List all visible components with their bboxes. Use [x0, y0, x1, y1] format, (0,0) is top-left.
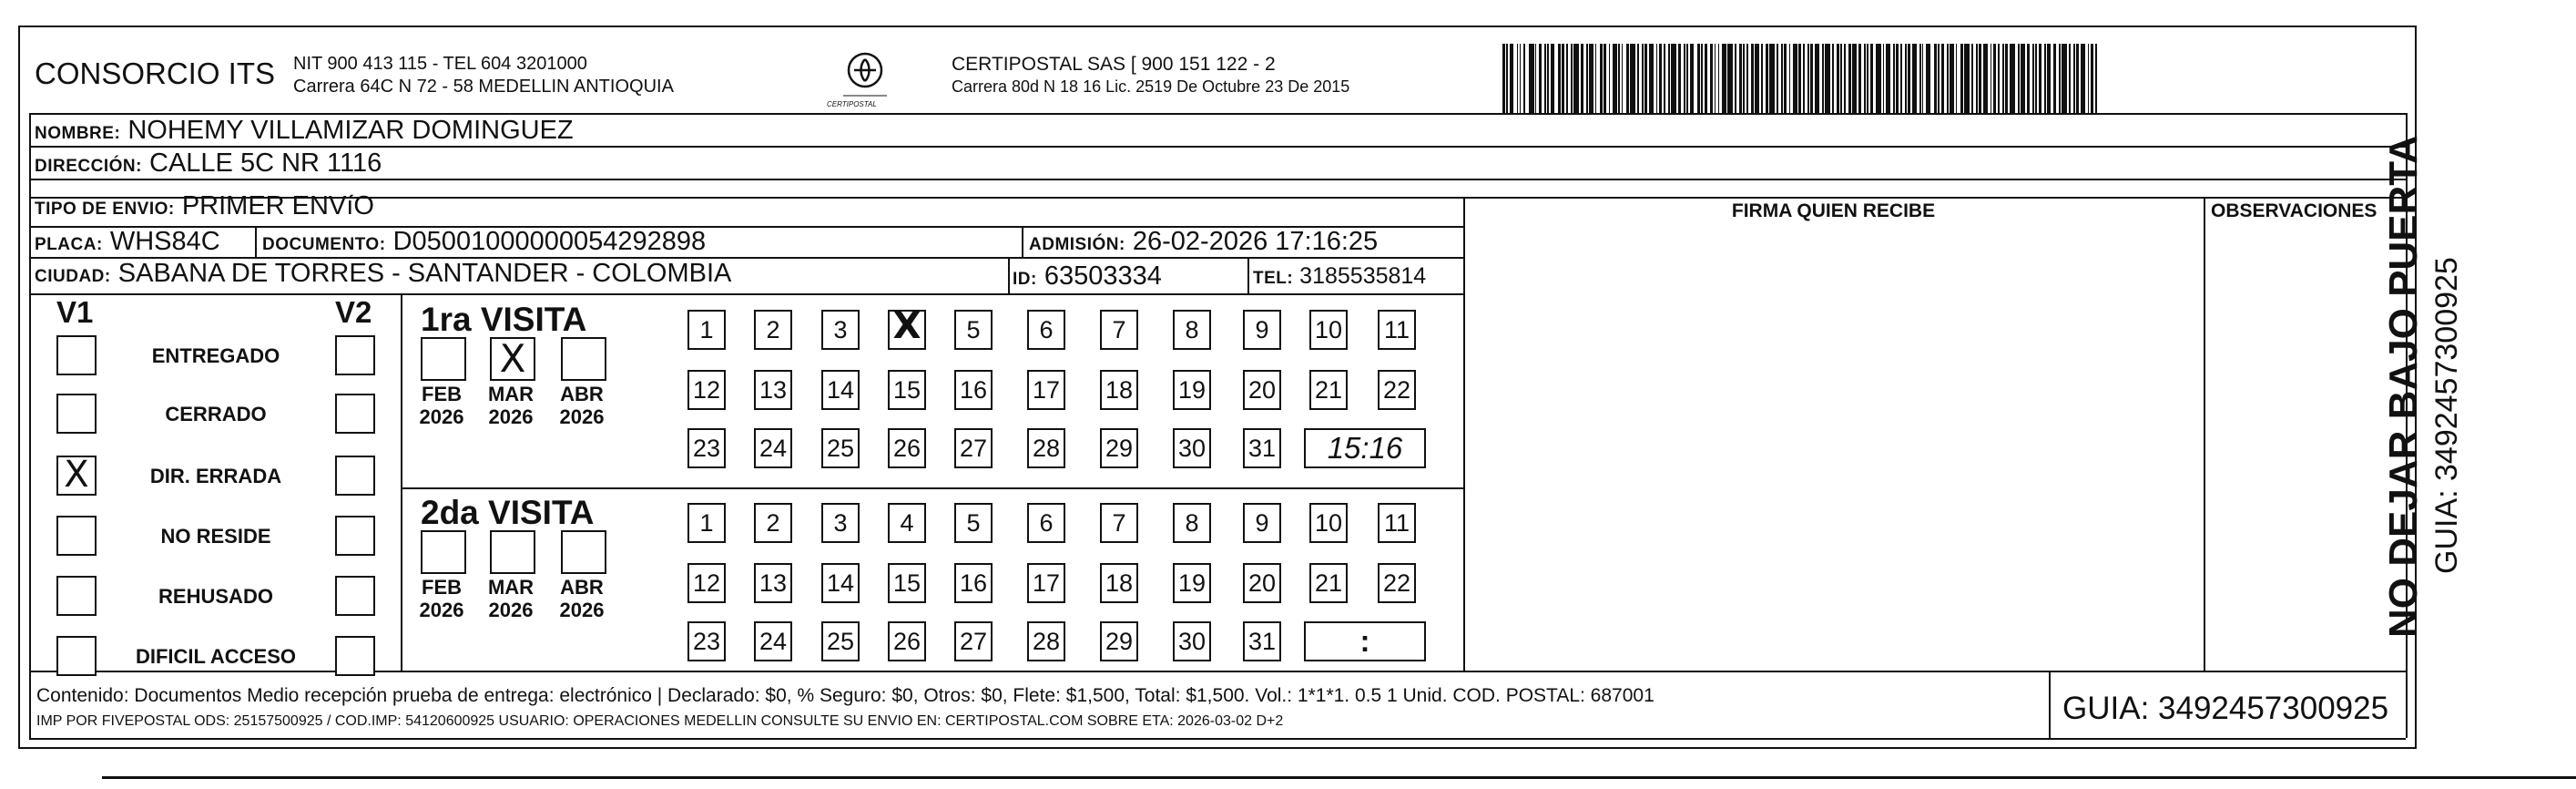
nombre-row — [35, 116, 574, 146]
side-guia: GUIA: 3492457300925 — [2429, 257, 2464, 574]
day-checkbox[interactable]: 30 — [1173, 621, 1211, 661]
second-visit-title: 2da VISITA — [421, 494, 595, 531]
day-checkbox[interactable]: 19 — [1173, 370, 1211, 410]
day-checkbox[interactable]: 19 — [1173, 563, 1211, 603]
day-checkbox[interactable]: 2 — [754, 310, 792, 350]
day-checkbox[interactable]: 24 — [754, 428, 792, 468]
status-option-label: REHUSADO — [158, 585, 273, 608]
day-checkbox[interactable]: 21 — [1309, 563, 1348, 603]
day-checkbox[interactable]: 7 — [1100, 503, 1138, 543]
time-field[interactable]: 15:16 — [1304, 428, 1426, 468]
day-checkbox[interactable]: 28 — [1027, 621, 1065, 661]
id-label: ID: — [1013, 270, 1037, 289]
month-checkbox[interactable] — [421, 530, 466, 574]
observaciones-header: OBSERVACIONES — [2211, 200, 2377, 221]
day-checkbox[interactable]: 8 — [1173, 310, 1211, 350]
company-address: Carrera 64C N 72 - 58 MEDELLIN ANTIOQUIA — [293, 77, 674, 97]
day-checkbox[interactable]: 22 — [1378, 370, 1416, 410]
day-checkbox[interactable]: 5 — [954, 310, 993, 350]
time-field[interactable]: : — [1304, 621, 1426, 661]
day-checkbox[interactable]: 9 — [1243, 503, 1281, 543]
admision-label: ADMISIÓN: — [1029, 235, 1125, 254]
month-label: MAR 2026 — [487, 383, 535, 428]
placa-value: WHS84C — [109, 227, 220, 256]
footer-guia: GUIA: 3492457300925 — [2062, 691, 2389, 726]
documento-label: DOCUMENTO: — [262, 235, 386, 254]
day-checkbox[interactable]: 29 — [1100, 428, 1138, 468]
day-checkbox[interactable]: 12 — [687, 370, 726, 410]
day-checkbox[interactable]: 12 — [687, 563, 726, 603]
first-visit-title: 1ra VISITA — [421, 301, 587, 338]
side-notice: NO DEJAR BAJO PUERTA — [2381, 135, 2426, 638]
day-checkbox[interactable]: 27 — [954, 428, 993, 468]
day-checkbox[interactable]: 23 — [687, 428, 726, 468]
v2-checkbox[interactable] — [335, 456, 375, 496]
day-checkbox[interactable] — [888, 305, 926, 350]
documento-row — [262, 227, 706, 257]
day-checkbox[interactable]: 16 — [954, 370, 993, 410]
courier-name: CERTIPOSTAL SAS [ 900 151 122 - 2 — [952, 54, 1276, 75]
day-checkbox[interactable]: 18 — [1100, 563, 1138, 603]
nombre-label: NOMBRE: — [35, 124, 121, 143]
direccion-label: DIRECCIÓN: — [35, 157, 142, 176]
day-checkbox[interactable]: 15 — [888, 563, 926, 603]
day-checkbox[interactable]: 14 — [821, 370, 860, 410]
day-checkbox[interactable]: 27 — [954, 621, 993, 661]
day-checkbox[interactable]: 17 — [1027, 370, 1065, 410]
ciudad-row — [35, 259, 731, 289]
admision-row — [1029, 227, 1378, 257]
v2-checkbox[interactable] — [335, 394, 375, 434]
day-checkbox[interactable]: 29 — [1100, 621, 1138, 661]
footer-content: Contenido: Documentos Medio recepción prueba de entrega: electrónico | Declarado: $0, % Seguro: $0, Otros: $0, Flete: $1,500, Total: $1,500. Vol.: 1*1*1. 0.5 1 Unid. COD. POSTAL: 687001 — [36, 685, 1655, 706]
day-checkbox[interactable]: 9 — [1243, 310, 1281, 350]
day-checkbox[interactable]: 5 — [954, 503, 993, 543]
v1-checkbox[interactable] — [56, 516, 97, 556]
company-nit: NIT 900 413 115 - TEL 604 3201000 — [293, 54, 587, 74]
day-checkbox[interactable]: 1 — [687, 310, 726, 350]
day-checkbox[interactable]: 15 — [888, 370, 926, 410]
tipo-label: TIPO DE ENVIO: — [35, 200, 175, 219]
day-checkbox[interactable]: 20 — [1243, 370, 1281, 410]
day-checkbox[interactable]: 10 — [1309, 310, 1348, 350]
tel-label: TEL: — [1253, 269, 1294, 288]
day-checkbox[interactable]: 31 — [1243, 428, 1281, 468]
month-checkbox[interactable] — [561, 337, 606, 381]
day-checkbox[interactable]: 11 — [1378, 503, 1416, 543]
day-checkbox[interactable]: 26 — [888, 621, 926, 661]
month-label: ABR 2026 — [559, 383, 605, 428]
day-checkbox[interactable]: 7 — [1100, 310, 1138, 350]
day-checkbox[interactable]: 21 — [1309, 370, 1348, 410]
courier-info — [952, 53, 1349, 98]
day-checkbox[interactable]: 13 — [754, 563, 792, 603]
day-checkbox[interactable]: 11 — [1378, 310, 1416, 350]
month-label: FEB 2026 — [419, 383, 464, 428]
v2-heading: V2 — [335, 295, 372, 329]
status-option-label: DIFICIL ACCESO — [135, 645, 296, 668]
footer-print-info: IMP POR FIVEPOSTAL ODS: 25157500925 / COD.IMP: 54120600925 USUARIO: OPERACIONES MEDELLIN CONSULTE SU ENVIO EN: CERTIPOSTAL.COM SOBRE ETA: 2026-03-02 D+2 — [36, 713, 1284, 729]
v2-checkbox[interactable] — [335, 576, 375, 616]
v1-checkbox[interactable] — [56, 456, 97, 496]
courier-address: Carrera 80d N 18 16 Lic. 2519 De Octubre 23 De 2015 — [952, 77, 1350, 96]
direccion-value: CALLE 5C NR 1116 — [149, 149, 382, 178]
day-checkbox[interactable]: 22 — [1378, 563, 1416, 603]
v1-checkbox[interactable] — [56, 576, 97, 616]
placa-row — [35, 227, 220, 257]
v1-checkbox[interactable] — [56, 335, 97, 375]
tipo-row — [35, 191, 374, 221]
company-info — [293, 53, 674, 98]
v2-checkbox[interactable] — [335, 335, 375, 375]
day-checkbox[interactable]: 10 — [1309, 503, 1348, 543]
month-checkbox[interactable] — [490, 530, 535, 574]
month-label: FEB 2026 — [419, 576, 464, 621]
day-checkbox[interactable]: 30 — [1173, 428, 1211, 468]
signature-area[interactable] — [1475, 237, 2194, 656]
day-checkbox[interactable]: 17 — [1027, 563, 1065, 603]
v2-checkbox[interactable] — [335, 636, 375, 676]
check-mark: X — [64, 454, 89, 496]
tel-row — [1253, 263, 1426, 290]
id-value: 63503334 — [1044, 261, 1162, 291]
check-mark: X — [499, 336, 526, 381]
day-checkbox[interactable]: 4 — [888, 503, 926, 543]
status-option-label: ENTREGADO — [151, 344, 280, 367]
barcode — [1502, 44, 2231, 115]
ciudad-value: SABANA DE TORRES - SANTANDER - COLOMBIA — [117, 259, 732, 288]
day-checkbox[interactable]: 26 — [888, 428, 926, 468]
day-checkbox[interactable]: 3 — [821, 310, 860, 350]
nombre-value: NOHEMY VILLAMIZAR DOMINGUEZ — [127, 116, 574, 145]
v1-checkbox[interactable] — [56, 636, 97, 676]
firma-header: FIRMA QUIEN RECIBE — [1731, 200, 1936, 221]
tel-value: 3185535814 — [1299, 263, 1427, 289]
check-mark: X — [892, 305, 921, 347]
day-checkbox[interactable]: 6 — [1027, 310, 1065, 350]
day-checkbox[interactable]: 31 — [1243, 621, 1281, 661]
day-checkbox[interactable]: 2 — [754, 503, 792, 543]
month-label: MAR 2026 — [487, 576, 535, 621]
day-checkbox[interactable]: 24 — [754, 621, 792, 661]
month-checkbox[interactable] — [421, 337, 466, 381]
day-checkbox[interactable]: 3 — [821, 503, 860, 543]
ciudad-label: CIUDAD: — [35, 267, 111, 286]
day-checkbox[interactable]: 25 — [821, 428, 860, 468]
status-option-label: CERRADO — [165, 403, 267, 425]
day-checkbox[interactable]: 20 — [1243, 563, 1281, 603]
documento-value: D05001000000054292898 — [392, 227, 707, 256]
status-option-label: NO RESIDE — [160, 525, 271, 548]
month-checkbox[interactable] — [490, 337, 535, 381]
direccion-row — [35, 149, 382, 179]
admision-value: 26-02-2026 17:16:25 — [1132, 227, 1379, 256]
day-checkbox[interactable]: 13 — [754, 370, 792, 410]
day-checkbox[interactable]: 1 — [687, 503, 726, 543]
day-checkbox[interactable]: 28 — [1027, 428, 1065, 468]
day-checkbox[interactable]: 23 — [687, 621, 726, 661]
id-row — [1013, 261, 1162, 292]
v1-checkbox[interactable] — [56, 394, 97, 434]
company-name: CONSORCIO ITS — [35, 56, 276, 90]
day-checkbox[interactable]: 14 — [821, 563, 860, 603]
month-label: ABR 2026 — [559, 576, 605, 621]
day-checkbox[interactable]: 16 — [954, 563, 993, 603]
observations-area[interactable] — [2213, 237, 2395, 656]
day-checkbox[interactable]: 8 — [1173, 503, 1211, 543]
v2-checkbox[interactable] — [335, 516, 375, 556]
month-checkbox[interactable] — [561, 530, 606, 574]
placa-label: PLACA: — [35, 235, 103, 254]
v1-heading: V1 — [56, 295, 94, 329]
day-checkbox[interactable]: 6 — [1027, 503, 1065, 543]
day-checkbox[interactable]: 18 — [1100, 370, 1138, 410]
day-checkbox[interactable]: 25 — [821, 621, 860, 661]
tipo-value: PRIMER ENVíO — [181, 191, 374, 220]
certipostal-logo-icon — [838, 50, 892, 105]
logo-caption: CERTIPOSTAL — [827, 100, 877, 108]
status-option-label: DIR. ERRADA — [149, 465, 282, 487]
